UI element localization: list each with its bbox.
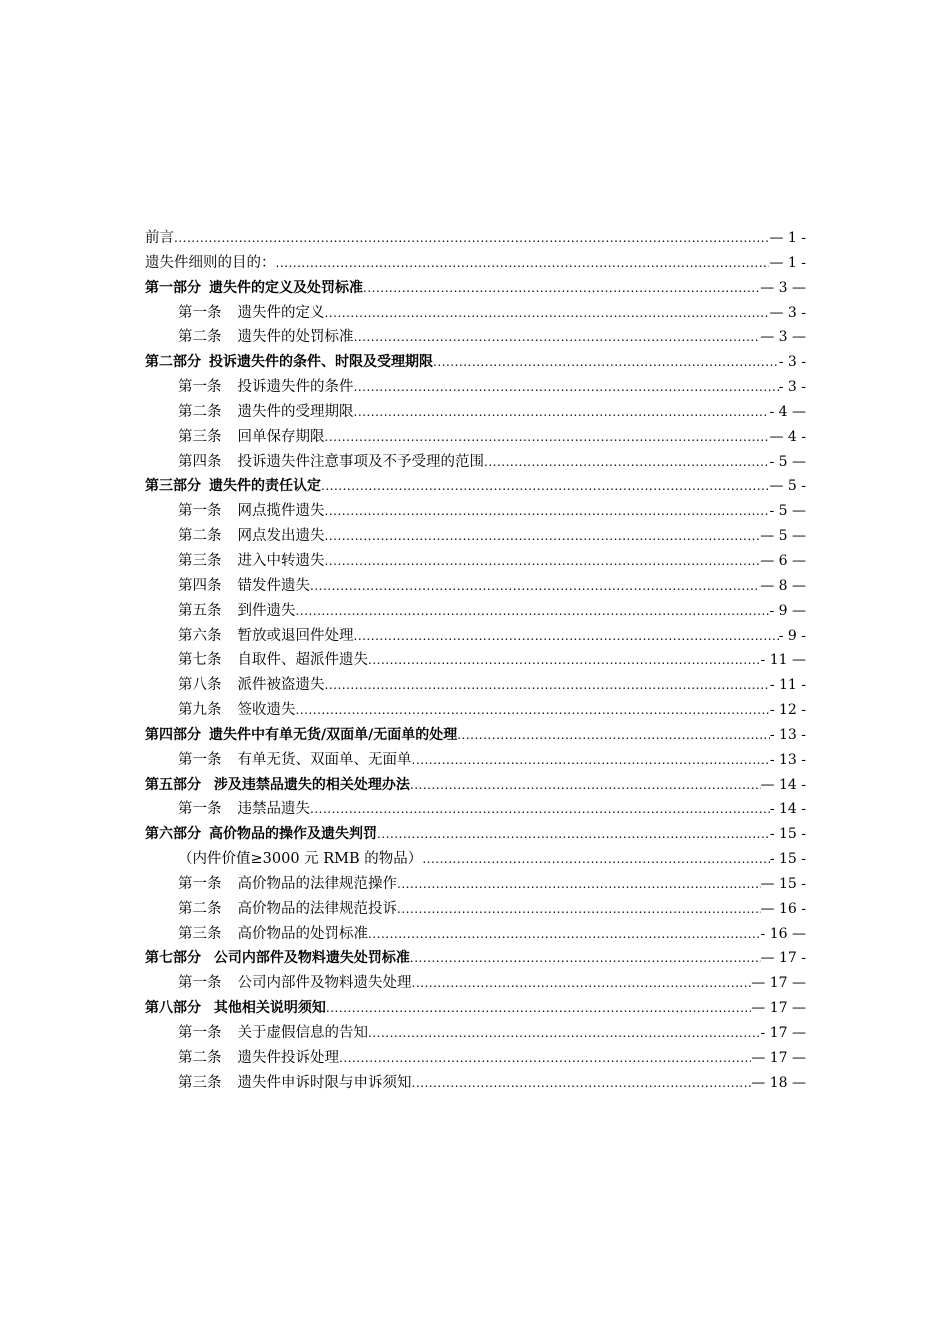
toc-page-number: — 3 — [760,329,806,346]
toc-page-number: — 5 — [760,528,806,545]
toc-entry-label [178,1021,368,1046]
toc-article-entry[interactable] [145,375,806,400]
toc-article-entry[interactable] [145,922,806,947]
toc-entry-title: 错发件遗失 [237,577,310,594]
dot-leader [354,624,779,649]
toc-page-number: — 16 - [760,900,806,917]
toc-entry-title: 高价物品的处罚标准 [237,925,368,942]
toc-entry-label [178,499,325,524]
toc-entry-number: 第二条 [178,528,222,545]
toc-entry-title: 高价物品的法律规范投诉 [237,900,397,917]
toc-article-entry[interactable] [145,301,806,326]
toc-entry-number: 第一条 [178,751,222,768]
toc-entry-title: 回单保存期限 [237,428,325,445]
toc-page-number: — 18 — [751,1074,806,1091]
toc-page-number: - 15 - [769,826,806,843]
toc-entry-label [178,971,412,996]
toc-entry-title: 派件被盗遗失 [237,677,325,694]
dot-leader [354,375,779,400]
toc-page-number: — 3 - [769,304,806,321]
toc-part-entry[interactable] [145,822,806,847]
toc-entry-label [178,797,310,822]
toc-entry-title: 高价物品的操作及遗失判罚 [209,826,377,843]
toc-entry-number: 第三部分 [145,478,201,495]
toc-entry-label [145,474,321,499]
toc-page-number: — 5 - [769,478,806,495]
toc-entry-title: 有单无货、双面单、无面单 [237,751,412,768]
toc-entry-number: 第二条 [178,900,222,917]
dot-leader [325,524,761,549]
toc-page-number: - 5 — [769,503,806,520]
toc-entry-title: 遗失件中有单无货/双面单/无面单的处理 [209,726,458,743]
toc-entry-label [145,723,457,748]
toc-page-number: — 4 - [769,428,806,445]
toc-article-entry[interactable] [145,450,806,475]
toc-part-entry[interactable] [145,474,806,499]
dot-leader [368,1021,761,1046]
toc-entry-title: 网点揽件遗失 [237,503,325,520]
toc-page-number: - 3 - [778,379,806,396]
toc-page-number: - 15 - [769,851,806,868]
toc-entry-title: 投诉遗失件的条件 [237,379,354,396]
dot-leader [325,301,770,326]
dot-leader [410,946,761,971]
toc-part-entry[interactable] [145,723,806,748]
toc-entry-number: 第三条 [178,428,222,445]
toc-entry-title: 遗失件的处罚标准 [237,329,354,346]
toc-entry-number: 第一条 [178,975,222,992]
toc-entry-title: 到件遗失 [237,602,296,619]
toc-part-entry[interactable] [145,276,806,301]
dot-leader [397,897,761,922]
toc-entry-title: 网点发出遗失 [237,528,325,545]
dot-leader [325,425,770,450]
toc-entry-label [178,425,325,450]
toc-entry-number: 第一部分 [145,279,201,296]
toc-page-number: — 3 — [760,279,806,296]
toc-page-number: - 11 - [769,677,806,694]
toc-entry-label [145,822,377,847]
dot-leader [325,499,770,524]
toc-entry-number: 第六部分 [145,826,201,843]
toc-entry-label [178,375,354,400]
toc-entry-number: 第八条 [178,677,222,694]
toc-article-entry[interactable] [145,549,806,574]
toc-entry-label [178,1071,412,1096]
toc-entry-number: 第一条 [178,1025,222,1041]
dot-leader [410,773,761,798]
dot-leader [310,574,760,599]
toc-entry-label [178,673,325,698]
dot-leader [325,673,770,698]
toc-page-number: — 17 — [751,975,806,992]
toc-entry-label [178,648,368,673]
toc-page-number: - 17 — [760,1025,806,1041]
dot-leader [276,251,770,276]
toc-entry-number: 第二条 [178,1049,222,1066]
dot-leader [354,325,761,350]
toc-part-entry[interactable] [145,996,806,1021]
toc-entry-label [178,748,412,773]
toc-entry-number: 第一条 [178,304,222,321]
toc-entry-title: 违禁品遗失 [237,801,310,818]
dot-leader [412,748,770,773]
toc-article-entry[interactable] [145,400,806,425]
toc-entry-number: 第一条 [178,801,222,818]
toc-entry-title: 投诉遗失件注意事项及不予受理的范围 [237,453,484,470]
dot-leader [296,698,770,723]
toc-entry-label [178,698,296,723]
toc-page-number: - 13 - [769,726,806,743]
toc-entry-label [178,450,484,475]
dot-leader [377,822,770,847]
toc-entry-label [145,350,433,375]
toc-article-entry[interactable] [145,748,806,773]
toc-article-entry[interactable] [145,847,806,872]
toc-article-entry[interactable] [145,499,806,524]
toc-entry-title: 暂放或退回件处理 [237,627,354,644]
toc-article-entry[interactable] [145,698,806,723]
dot-leader [368,922,761,947]
toc-article-entry[interactable] [145,524,806,549]
toc-page-number: — 17 — [751,1049,806,1066]
toc-entry-title: 关于虚假信息的告知 [237,1025,368,1041]
toc-entry-title: 投诉遗失件的条件、时限及受理期限 [209,354,433,371]
toc-entry-title: 涉及违禁品遗失的相关处理办法 [209,776,410,793]
dot-leader [484,450,769,475]
dot-leader [422,847,770,872]
toc-page-number: - 13 - [769,751,806,768]
toc-page-number: — 6 — [760,552,806,569]
toc-entry-label [178,624,354,649]
toc-entry-title: 遗失件的责任认定 [209,478,321,495]
toc-entry-label [178,301,325,326]
toc-page-number: - 9 - [778,627,806,644]
toc-article-entry[interactable] [145,325,806,350]
toc-page-number: - 4 — [769,403,806,420]
dot-leader [310,797,770,822]
toc-entry-label [178,599,296,624]
toc-entry-title: 公司内部件及物料遗失处罚标准 [209,950,410,967]
toc-entry-number: 第二部分 [145,354,201,371]
toc-entry-title: 前言 [145,230,174,246]
toc-article-entry[interactable] [145,1021,806,1046]
toc-entry-number: 第一条 [178,379,222,396]
dot-leader [397,872,761,897]
toc-entry[interactable] [145,226,806,251]
toc-part-entry[interactable] [145,946,806,971]
toc-article-entry[interactable] [145,872,806,897]
toc-entry-number: 第七部分 [145,950,201,967]
toc-entry-label [145,276,363,301]
toc-page-number: — 17 — [751,1000,806,1017]
toc-article-entry[interactable] [145,425,806,450]
toc-page-number: - 3 - [778,354,806,371]
toc-entry-label [178,1046,339,1071]
toc-entry-title: 签收遗失 [237,702,296,719]
toc-page-number: — 17 - [760,950,806,967]
toc-page-number: - 12 - [769,702,806,719]
toc-entry-label [145,773,410,798]
dot-leader [354,400,770,425]
toc-page-number: - 11 — [760,652,806,669]
table-of-contents [145,226,806,1096]
toc-page-number: - 14 - [769,801,806,818]
toc-page-number: — 8 — [760,577,806,594]
toc-entry-label [178,847,422,872]
toc-entry-label [178,922,368,947]
dot-leader [368,648,761,673]
toc-entry-number: 第五条 [178,602,222,619]
toc-page-number: — 1 - [769,254,806,271]
toc-article-entry[interactable] [145,648,806,673]
toc-article-entry[interactable] [145,1046,806,1071]
toc-entry-label [178,574,310,599]
toc-entry-title: 遗失件的定义及处罚标准 [209,279,363,296]
toc-entry-label [178,400,354,425]
toc-entry-number: 第八部分 [145,1000,201,1017]
dot-leader [296,599,770,624]
toc-entry-number: 第四条 [178,577,222,594]
toc-entry-number: 第四条 [178,453,222,470]
toc-entry-label [145,251,276,276]
dot-leader [325,549,761,574]
toc-article-entry[interactable] [145,797,806,822]
toc-page-number: - 5 — [769,453,806,470]
toc-entry-number: 第九条 [178,702,222,719]
dot-leader [326,996,751,1021]
toc-page-number: - 9 — [769,602,806,619]
toc-page-number: — 1 - [769,230,806,246]
toc-entry-title: 遗失件投诉处理 [237,1049,339,1066]
toc-article-entry[interactable] [145,673,806,698]
toc-entry-number: 第二条 [178,403,222,420]
toc-entry-number: 第四部分 [145,726,201,743]
toc-entry-title: 遗失件申诉时限与申诉须知 [237,1074,412,1091]
dot-leader [363,276,760,301]
toc-entry-title: 遗失件的定义 [237,304,325,321]
toc-entry-title: 公司内部件及物料遗失处理 [237,975,412,992]
toc-entry-title: 进入中转遗失 [237,552,325,569]
toc-entry-label [178,325,354,350]
toc-page-number: — 14 - [760,776,806,793]
toc-entry-label [178,524,325,549]
toc-article-entry[interactable] [145,574,806,599]
toc-article-entry[interactable] [145,897,806,922]
dot-leader [433,350,779,375]
toc-entry-number: 第七条 [178,652,222,669]
toc-entry-number: 第三条 [178,925,222,942]
toc-entry-label [145,946,410,971]
toc-part-entry[interactable] [145,773,806,798]
toc-page-number: — 15 - [760,875,806,892]
toc-entry-label [178,872,397,897]
toc-entry-number: 第三条 [178,1074,222,1091]
toc-entry-label [145,996,326,1021]
dot-leader [457,723,770,748]
toc-entry-label [178,897,397,922]
toc-page-number: - 16 — [760,925,806,942]
dot-leader [339,1046,751,1071]
toc-entry-title: 遗失件细则的目的： [145,254,276,271]
toc-entry-number: 第一条 [178,503,222,520]
toc-entry-number: 第二条 [178,329,222,346]
toc-entry-number: 第三条 [178,552,222,569]
dot-leader [321,474,769,499]
toc-entry-label [178,549,325,574]
toc-entry-label [145,226,174,251]
toc-article-entry[interactable] [145,971,806,996]
toc-entry-number: 第六条 [178,627,222,644]
toc-entry-title: （内件价值≥3000 元 RMB 的物品） [178,851,423,868]
toc-entry-title: 自取件、超派件遗失 [237,652,368,669]
toc-part-entry[interactable] [145,350,806,375]
toc-article-entry[interactable] [145,1071,806,1096]
toc-entry-title: 遗失件的受理期限 [237,403,354,420]
toc-entry[interactable] [145,251,806,276]
dot-leader [174,226,769,251]
dot-leader [412,971,752,996]
toc-entry-number: 第一条 [178,875,222,892]
toc-article-entry[interactable] [145,624,806,649]
toc-entry-title: 其他相关说明须知 [209,1000,326,1017]
toc-entry-title: 高价物品的法律规范操作 [237,875,397,892]
toc-article-entry[interactable] [145,599,806,624]
toc-entry-number: 第五部分 [145,776,201,793]
dot-leader [412,1071,752,1096]
